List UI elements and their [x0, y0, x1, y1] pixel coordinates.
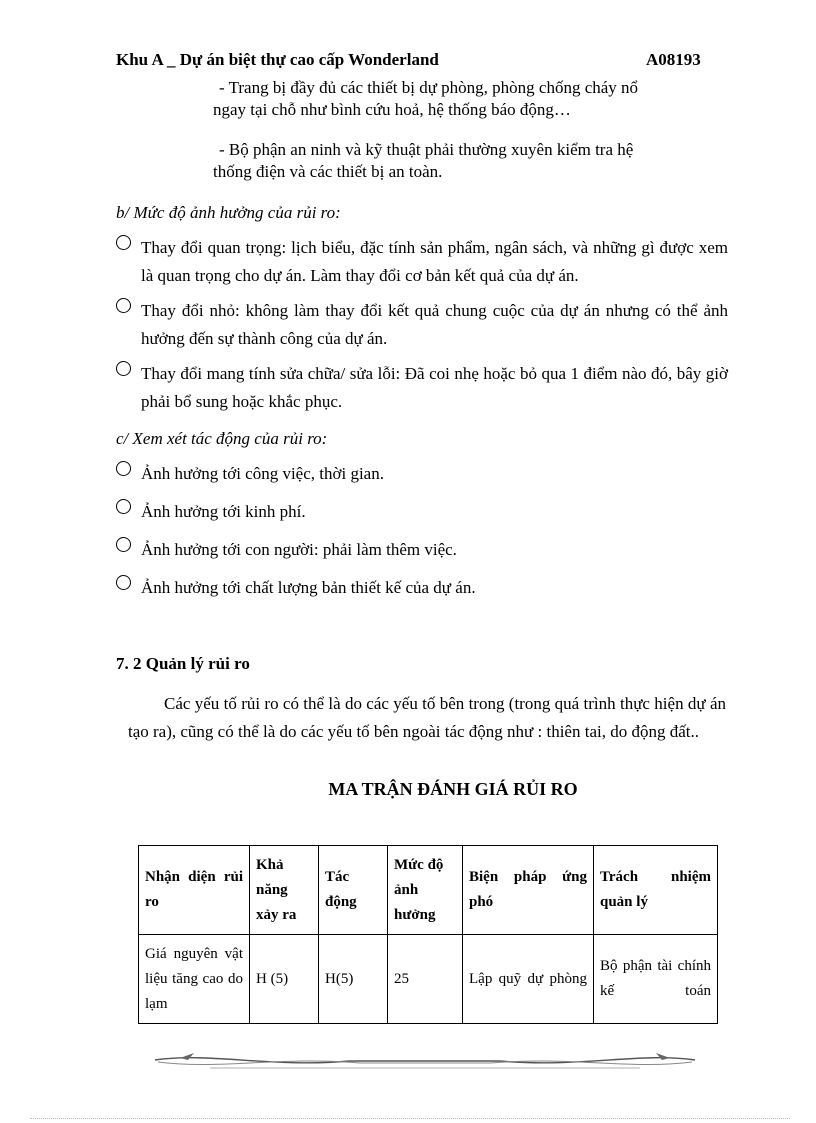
table-cell: H(5) — [319, 935, 388, 1024]
header-cell: Tác động — [319, 846, 388, 935]
section-b-item-text: Thay đổi quan trọng: lịch biểu, đặc tính sản phẩm, ngân sách, và những gì được xem là quan trọng cho dự án. Làm thay đổi cơ bản kết quả của dự án. — [141, 238, 728, 285]
section-c-title: c/ Xem xét tác động của rủi ro: — [116, 429, 328, 448]
risk-matrix-table — [138, 845, 718, 1024]
header-project-title: Khu A _ Dự án biệt thự cao cấp Wonderland — [116, 50, 439, 69]
section-7-2-title: 7. 2 Quản lý rủi ro — [116, 654, 250, 673]
table-cell: H (5) — [250, 935, 319, 1024]
section-c-item — [116, 460, 728, 488]
circle-bullet-icon — [116, 361, 131, 376]
footer-ornament-icon — [150, 1048, 700, 1074]
header-cell: Nhận diện rủi ro — [139, 846, 250, 935]
section-b-item — [116, 297, 728, 353]
circle-bullet-icon — [116, 298, 131, 313]
footer-divider — [30, 1118, 790, 1119]
table-cell: Lập quỹ dự phòng — [463, 935, 594, 1024]
table-header-row — [139, 846, 718, 935]
circle-bullet-icon — [116, 499, 131, 514]
section-c-item-text: Ảnh hưởng tới kinh phí. — [141, 502, 306, 521]
section-c-item-text: Ảnh hưởng tới công việc, thời gian. — [141, 464, 384, 483]
circle-bullet-icon — [116, 461, 131, 476]
section-b-item — [116, 360, 728, 416]
table-cell: Giá nguyên vật liệu tăng cao do lạm — [139, 935, 250, 1024]
section-b-item-text: Thay đổi nhỏ: không làm thay đổi kết quả chung cuộc của dự án nhưng có thể ảnh hưởng đến sự thành công của dự án. — [141, 301, 728, 348]
header-document-code: A08193 — [646, 50, 701, 69]
header-cell: Mức độ ảnh hưởng — [388, 846, 463, 935]
section-7-2-paragraph: Các yếu tố rủi ro có thể là do các yếu tố bên trong (trong quá trình thực hiện dự án tạo ra), cũng có thể là do các yếu tố bên ngoài tác động như : thiên tai, do động đất.. — [128, 694, 726, 741]
circle-bullet-icon — [116, 235, 131, 250]
header-cell: Biện pháp ứng phó — [463, 846, 594, 935]
section-b-item — [116, 234, 728, 290]
intro-line-3: - Bộ phận an ninh và kỹ thuật phải thường xuyên kiểm tra hệ — [219, 140, 634, 159]
matrix-title: MA TRẬN ĐÁNH GIÁ RỦI RO — [328, 779, 578, 799]
section-c-item-text: Ảnh hưởng tới con người: phải làm thêm việc. — [141, 540, 457, 559]
table-cell: Bộ phận tài chính kế toán — [594, 935, 718, 1024]
section-b-item-text: Thay đổi mang tính sửa chữa/ sửa lỗi: Đã coi nhẹ hoặc bỏ qua 1 điểm nào đó, bây giờ phải bổ sung hoặc khắc phục. — [141, 364, 728, 411]
section-c-item-text: Ảnh hưởng tới chất lượng bản thiết kế của dự án. — [141, 578, 476, 597]
header-cell: Trách nhiệm quản lý — [594, 846, 718, 935]
section-c-item — [116, 536, 728, 564]
header-cell: Khả năng xảy ra — [250, 846, 319, 935]
table-cell: 25 — [388, 935, 463, 1024]
circle-bullet-icon — [116, 575, 131, 590]
intro-line-1: - Trang bị đầy đủ các thiết bị dự phòng, phòng chống cháy nổ — [219, 78, 639, 97]
section-b-title: b/ Mức độ ảnh hưởng của rủi ro: — [116, 203, 341, 222]
intro-line-4: thống điện và các thiết bị an toàn. — [213, 162, 443, 181]
section-c-item — [116, 574, 728, 602]
table-row — [139, 935, 718, 1024]
circle-bullet-icon — [116, 537, 131, 552]
intro-line-2: ngay tại chỗ như bình cứu hoả, hệ thống báo động… — [213, 100, 571, 119]
section-c-item — [116, 498, 728, 526]
